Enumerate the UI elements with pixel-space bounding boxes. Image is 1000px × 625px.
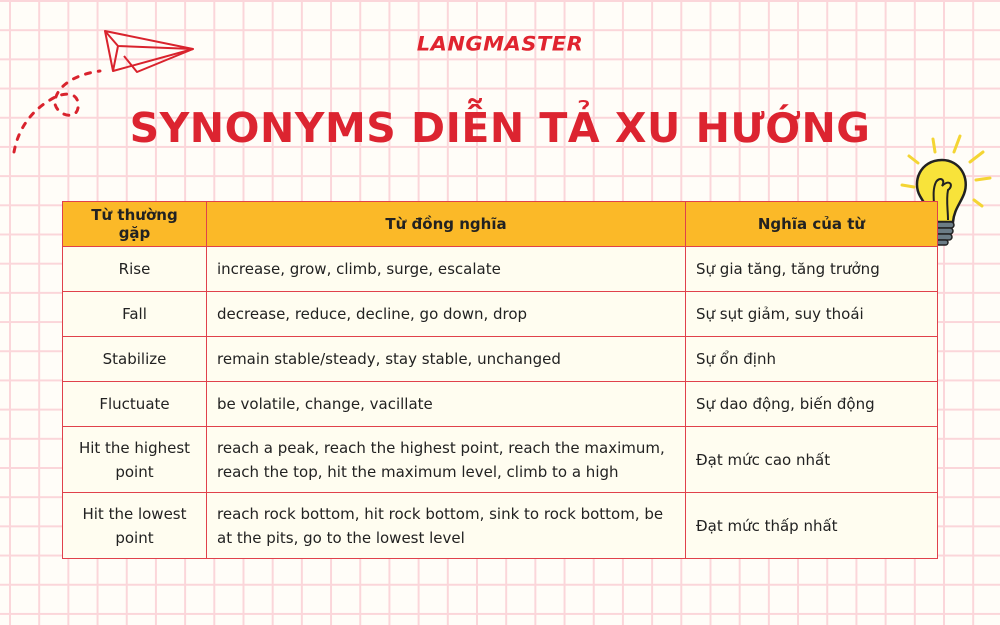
brand-logo: LANGMASTER: [416, 32, 584, 56]
cell-meaning: Sự sụt giảm, suy thoái: [686, 292, 938, 337]
table-row: [63, 382, 938, 427]
table-row: [63, 427, 938, 493]
cell-synonyms: be volatile, change, vacillate: [207, 382, 686, 427]
cell-meaning: Sự dao động, biến động: [686, 382, 938, 427]
cell-word: Hit the highest point: [63, 427, 207, 493]
table-header-row: [63, 202, 938, 247]
cell-synonyms: decrease, reduce, decline, go down, drop: [207, 292, 686, 337]
cell-meaning: Đạt mức cao nhất: [686, 427, 938, 493]
table-row: [63, 337, 938, 382]
cell-word: Fluctuate: [63, 382, 207, 427]
header-meaning: Nghĩa của từ: [686, 202, 938, 247]
cell-word: Rise: [63, 247, 207, 292]
cell-word: Fall: [63, 292, 207, 337]
table-row: [63, 493, 938, 559]
table-row: [63, 247, 938, 292]
cell-synonyms: remain stable/steady, stay stable, unchanged: [207, 337, 686, 382]
table-row: [63, 292, 938, 337]
synonyms-table: [62, 201, 938, 559]
cell-meaning: Sự gia tăng, tăng trưởng: [686, 247, 938, 292]
cell-meaning: Sự ổn định: [686, 337, 938, 382]
cell-synonyms: reach rock bottom, hit rock bottom, sink to rock bottom, be at the pits, go to the lowest level: [207, 493, 686, 559]
cell-word: Hit the lowest point: [63, 493, 207, 559]
cell-word: Stabilize: [63, 337, 207, 382]
page-title: SYNONYMS DIỄN TẢ XU HƯỚNG: [129, 104, 871, 152]
header-common-word: Từ thường gặp: [63, 202, 207, 247]
cell-synonyms: reach a peak, reach the highest point, reach the maximum, reach the top, hit the maximum level, climb to a high: [207, 427, 686, 493]
cell-synonyms: increase, grow, climb, surge, escalate: [207, 247, 686, 292]
cell-meaning: Đạt mức thấp nhất: [686, 493, 938, 559]
header-synonyms: Từ đồng nghĩa: [207, 202, 686, 247]
